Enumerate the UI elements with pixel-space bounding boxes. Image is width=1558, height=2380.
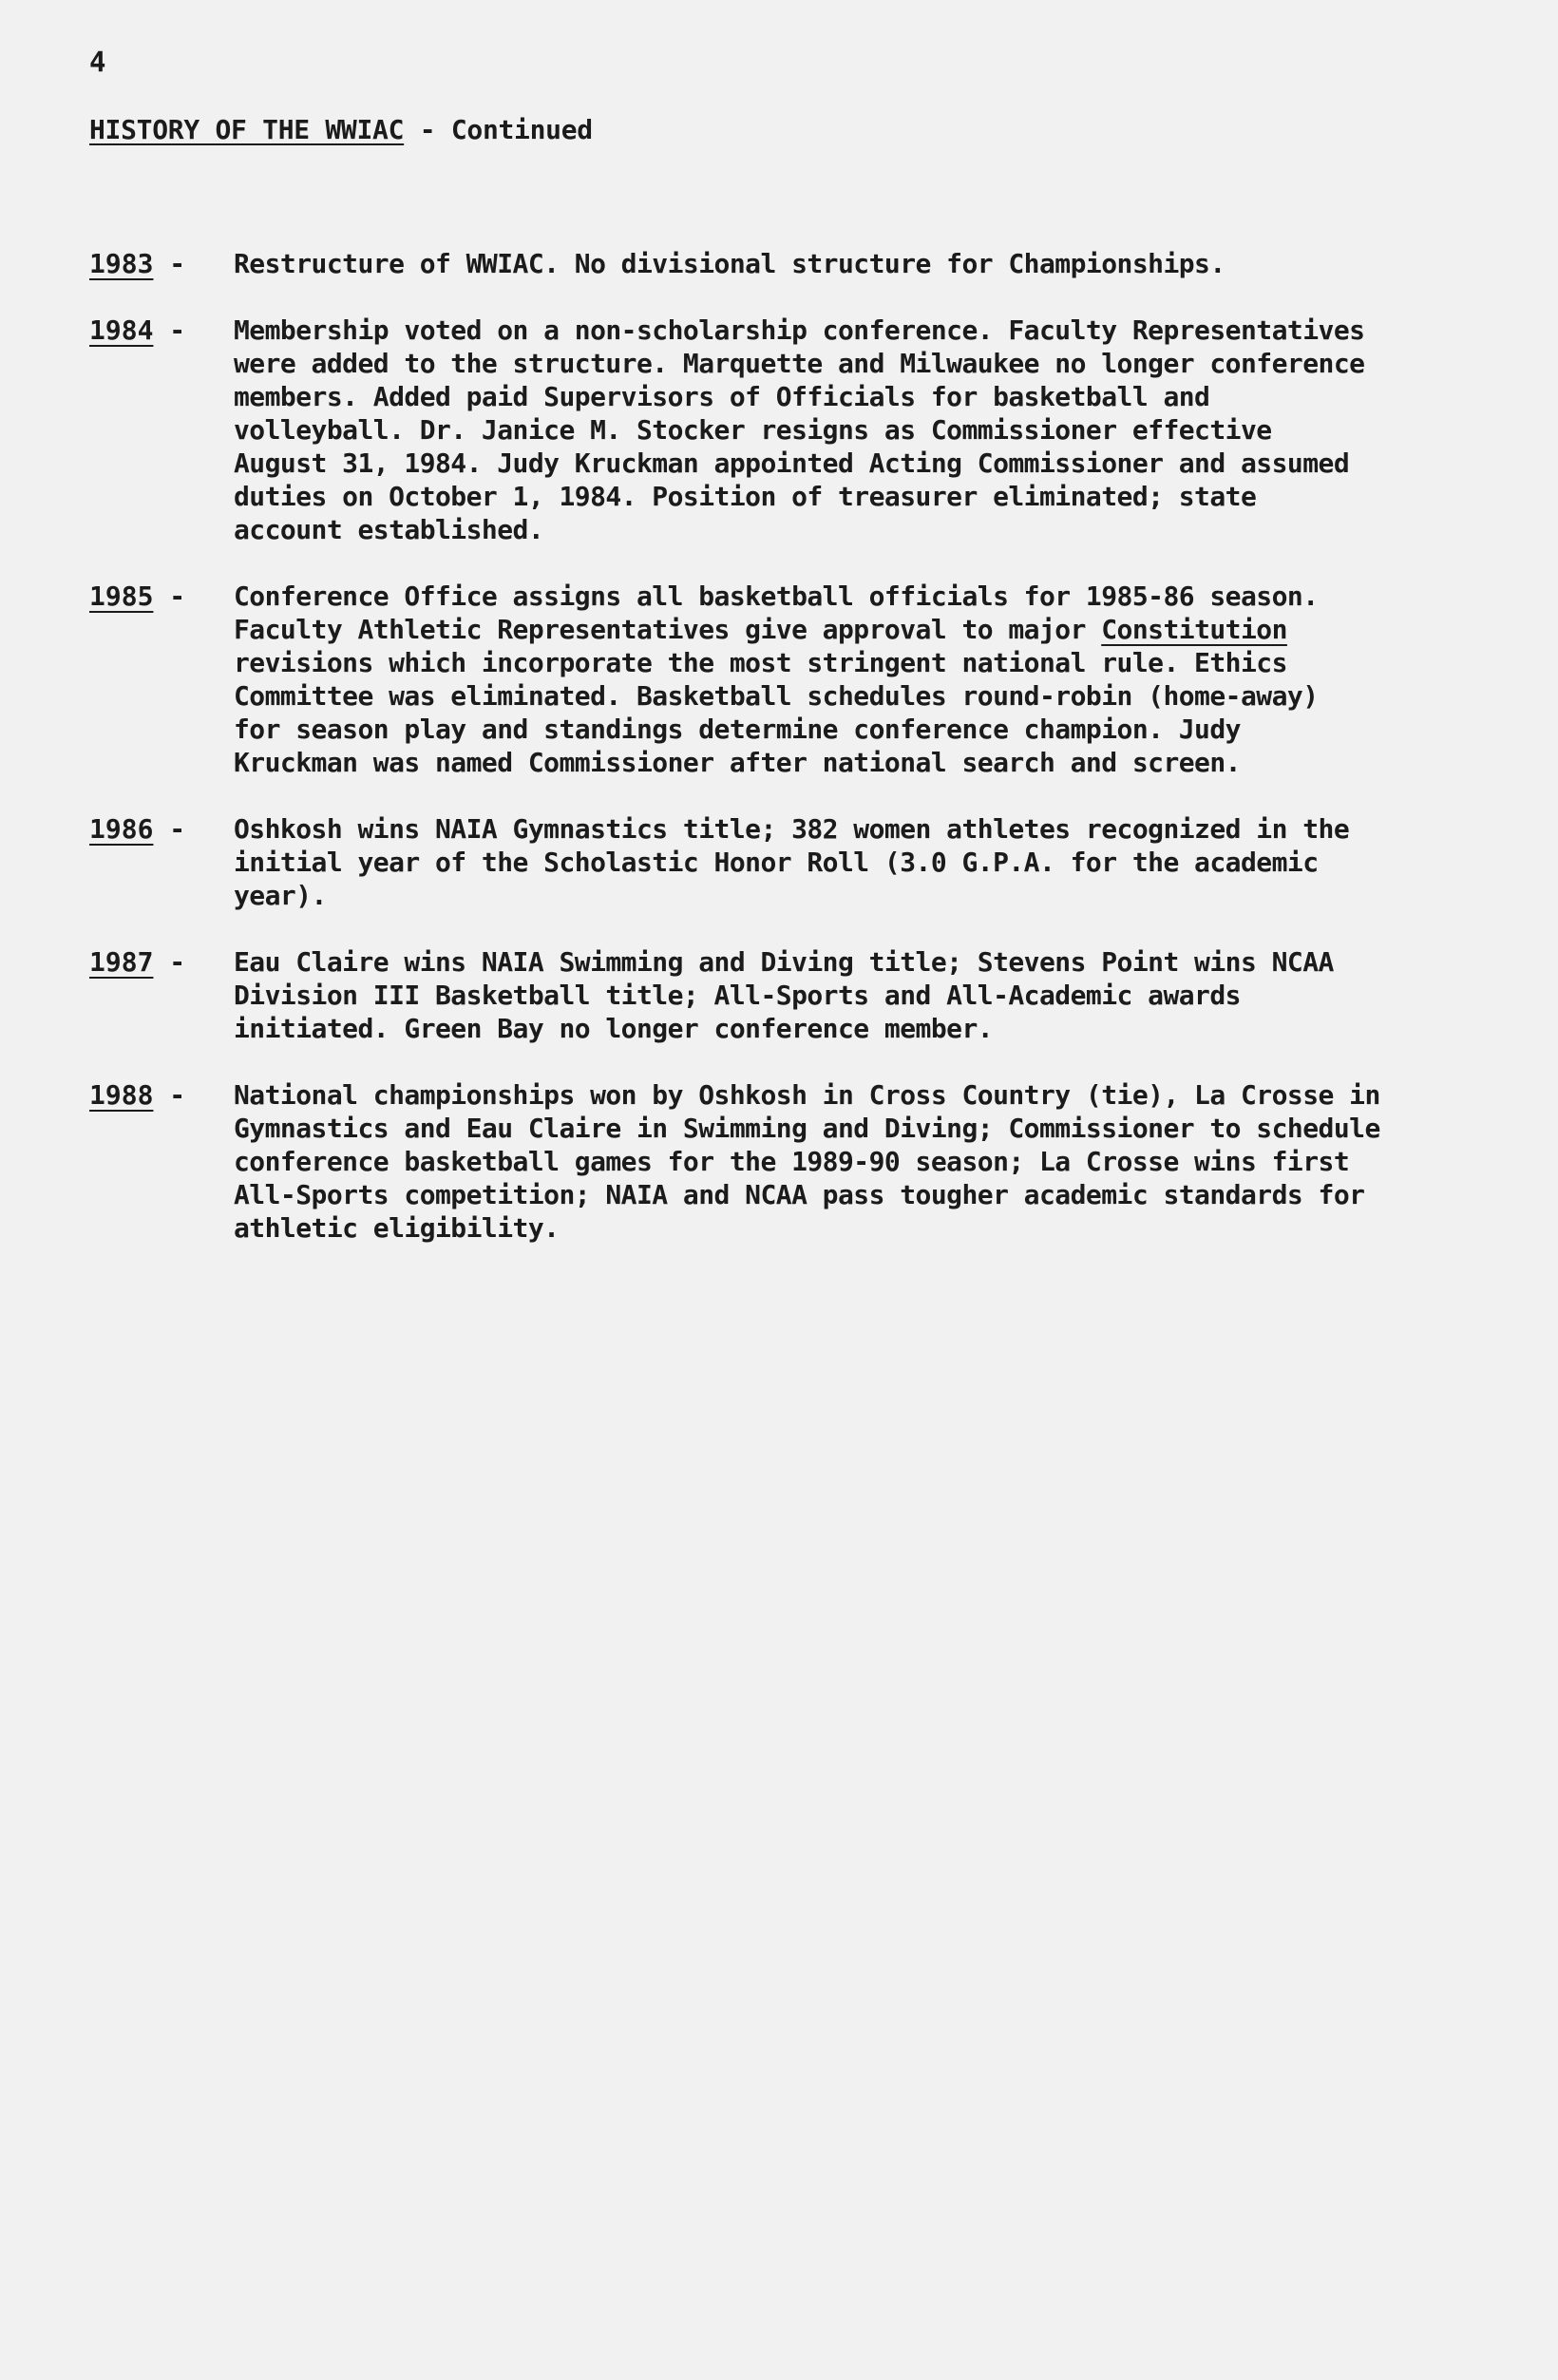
entry-year <box>89 580 234 779</box>
entry-year <box>89 247 234 280</box>
entry-text: National championships won by Oshkosh in Cross Country (tie), La Crosse in Gymnastics and Eau Claire in Swimming and Diving; Commissioner to schedule conference basketball games for the 1989-90 season; La Crosse wins first All-Sports competition; NAIA and NCAA pass tougher academic standards for athletic eligibility. <box>234 1079 1380 1244</box>
history-entry-1988 <box>89 1078 1514 1245</box>
year-label: 1986 <box>89 813 154 845</box>
year-dash: - <box>153 314 186 346</box>
history-entry-1987 <box>89 945 1514 1045</box>
page-number: 4 <box>89 46 106 78</box>
year-dash: - <box>153 813 186 845</box>
history-entry-1983 <box>89 247 1514 280</box>
history-entry-1985 <box>89 580 1514 779</box>
history-entries <box>89 247 1514 1278</box>
entry-text: Oshkosh wins NAIA Gymnastics title; 382 women athletes recognized in the initial year of the Scholastic Honor Roll (3.0 G.P.A. for the academic year). <box>234 813 1350 911</box>
entry-year <box>89 812 234 912</box>
heading-title: HISTORY OF THE WWIAC <box>89 114 405 145</box>
entry-text: Restructure of WWIAC. No divisional structure for Championships. <box>234 248 1226 279</box>
year-label: 1988 <box>89 1079 154 1111</box>
year-label: 1984 <box>89 314 154 346</box>
constitution-underlined: Constitution <box>1101 614 1287 645</box>
entry-text: Membership voted on a non-scholarship conference. Faculty Representatives were added to the structure. Marquette and Milwaukee no longer conference members. Added paid Supervisors of Officials for basketball and volleyball. Dr. Janice M. Stocker resigns as Commissioner effective August 31, 1984. Judy Kruckman appointed Acting Commissioner and assumed duties on October 1, 1984. Position of treasurer eliminated; state account established. <box>234 314 1365 545</box>
heading-suffix: - Continued <box>404 114 593 145</box>
year-dash: - <box>153 946 186 978</box>
year-dash: - <box>153 581 186 612</box>
year-dash: - <box>153 248 186 279</box>
year-label: 1987 <box>89 946 154 978</box>
entry-text <box>234 580 1514 779</box>
year-label: 1983 <box>89 248 154 279</box>
history-entry-1986 <box>89 812 1514 912</box>
year-label: 1985 <box>89 581 154 612</box>
entry-text-part: revisions which incorporate the most stringent national rule. Ethics Committee was eliminated. Basketball schedules round-robin (home-away) for season play and standings determine conference champion. Judy Kruckman was named Commissioner after national search and screen. <box>234 647 1319 778</box>
history-entry-1984 <box>89 314 1514 546</box>
entry-text: Eau Claire wins NAIA Swimming and Diving title; Stevens Point wins NCAA Division III Basketball title; All-Sports and All-Academic awards initiated. Green Bay no longer conference member. <box>234 946 1334 1044</box>
year-dash: - <box>153 1079 186 1111</box>
entry-year <box>89 945 234 1045</box>
entry-year <box>89 1078 234 1245</box>
section-heading <box>89 114 593 145</box>
entry-year <box>89 314 234 546</box>
entry-text-part: Conference Office assigns all basketball officials for 1985-86 season. Faculty Athletic Representatives give approval to major <box>234 581 1319 645</box>
